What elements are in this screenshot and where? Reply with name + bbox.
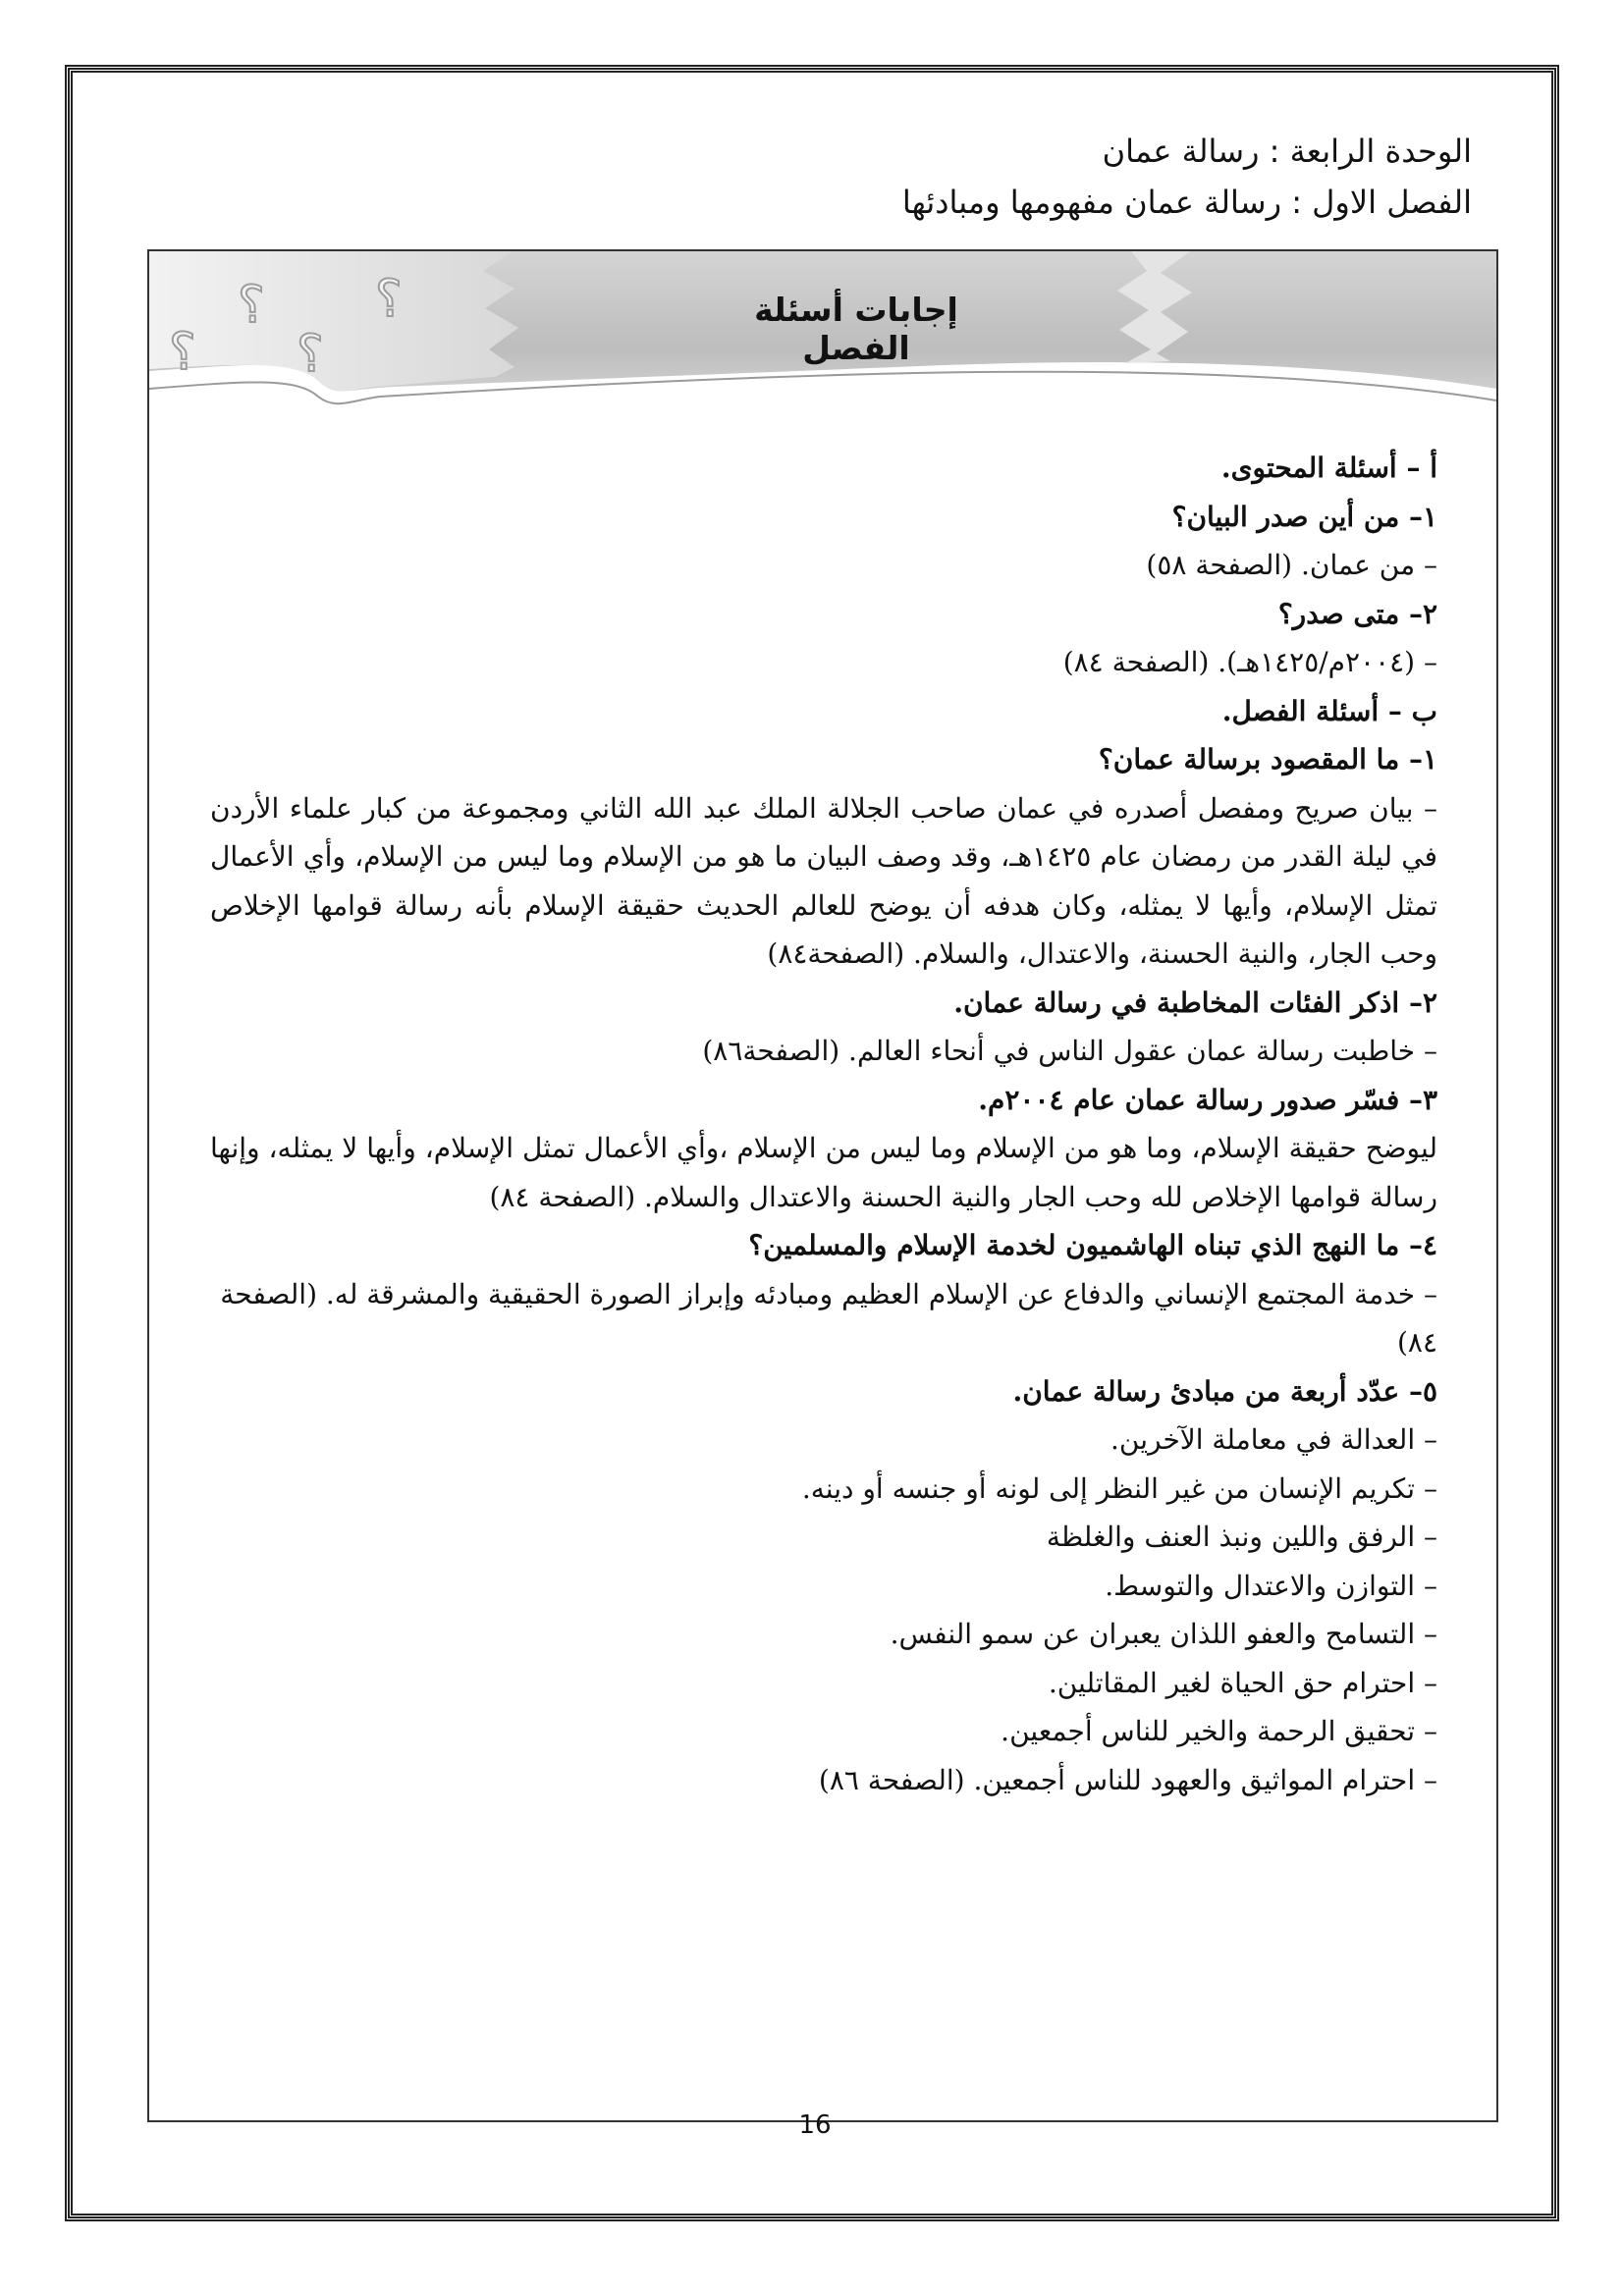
question-b2: ٢– اذكر الفئات المخاطبة في رسالة عمان.: [953, 986, 1437, 1019]
question-b1: ١– ما المقصود برسالة عمان؟: [1098, 743, 1437, 775]
principle-item: – تحقيق الرحمة والخير للناس أجمعين.: [1001, 1715, 1437, 1747]
principle-item: – احترام المواثيق والعهود للناس أجمعين. (الصفحة ٨٦): [818, 1763, 1437, 1796]
question-a1: ١– من أين صدر البيان؟: [1171, 500, 1437, 533]
answers-box: [147, 249, 1498, 2122]
answer-b3: ليوضح حقيقة الإسلام، وما هو من الإسلام وما ليس من الإسلام ،وأي الأعمال تمثل الإسلام، وأيها لا يمثله، وإنها رسالة قوامها الإخلاص لله وحب الجار والنية الحسنة والاعتدال والسلام. (الصفحة ٨٤): [210, 1132, 1437, 1213]
svg-text:؟: ؟: [238, 276, 265, 335]
answer-b4: – خدمة المجتمع الإنساني والدفاع عن الإسلام العظيم ومبادئه وإبراز الصورة الحقيقية والمشرقة له. (الصفحة ٨٤): [220, 1277, 1437, 1359]
answers-content: [210, 444, 1437, 1804]
answer-a2: – (٢٠٠٤م/١٤٢٥هـ). (الصفحة ٨٤): [1062, 646, 1437, 678]
answer-b1: – بيان صريح ومفصل أصدره في عمان صاحب الجلالة الملك عبد الله الثاني ومجموعة من كبار علماء الأردن في ليلة القدر من رمضان عام ١٤٢٥هـ، وقد وصف البيان ما هو من الإسلام وما ليس من الإسلام، وأي الأعمال تمثل الإسلام، وأيها لا يمثله، وكان هدفه أن يوضح للعالم الحديث حقيقة الإسلام بأنه رسالة قوامها الإخلاص وحب الجار، والنية الحسنة، والاعتدال، والسلام. (الصفحة٨٤): [210, 791, 1437, 970]
principle-item: – العدالة في معاملة الآخرين.: [1110, 1423, 1437, 1456]
banner-title: إجابات أسئلة الفصل: [754, 291, 958, 367]
unit-header: [902, 126, 1472, 228]
question-b3: ٣– فسّر صدور رسالة عمان عام ٢٠٠٤م.: [978, 1083, 1437, 1116]
principle-item: – الرفق واللين ونبذ العنف والغلظة: [1046, 1521, 1437, 1553]
page-number: 16: [798, 2110, 832, 2140]
principle-item: – احترام حق الحياة لغير المقاتلين.: [1048, 1666, 1437, 1699]
section-b-heading: ب – أسئلة الفصل.: [1221, 694, 1437, 727]
unit-title: الوحدة الرابعة : رسالة عمان: [1102, 133, 1472, 170]
svg-text:؟: ؟: [375, 270, 403, 329]
question-b5: ٥– عدّد أربعة من مبادئ رسالة عمان.: [1012, 1374, 1437, 1408]
principle-item: – التسامح والعفو اللذان يعبران عن سمو النفس.: [890, 1618, 1437, 1650]
svg-text:؟: ؟: [169, 323, 196, 382]
chapter-title: الفصل الاول : رسالة عمان مفهومها ومبادئها: [901, 184, 1472, 221]
section-a-heading: أ – أسئلة المحتوى.: [1220, 452, 1437, 484]
answer-a1: – من عمان. (الصفحة ٥٨): [1146, 549, 1437, 581]
answer-b2: – خاطبت رسالة عمان عقول الناس في أنحاء العالم. (الصفحة٨٦): [702, 1035, 1437, 1067]
principle-item: – تكريم الإنسان من غير النظر إلى لونه أو جنسه أو دينه.: [801, 1471, 1437, 1505]
principle-item: – التوازن والاعتدال والتوسط.: [1105, 1569, 1437, 1602]
question-a2: ٢– متى صدر؟: [1277, 597, 1437, 630]
question-b4: ٤– ما النهج الذي تبناه الهاشميون لخدمة الإسلام والمسلمين؟: [748, 1229, 1437, 1261]
svg-text:؟: ؟: [297, 325, 324, 384]
